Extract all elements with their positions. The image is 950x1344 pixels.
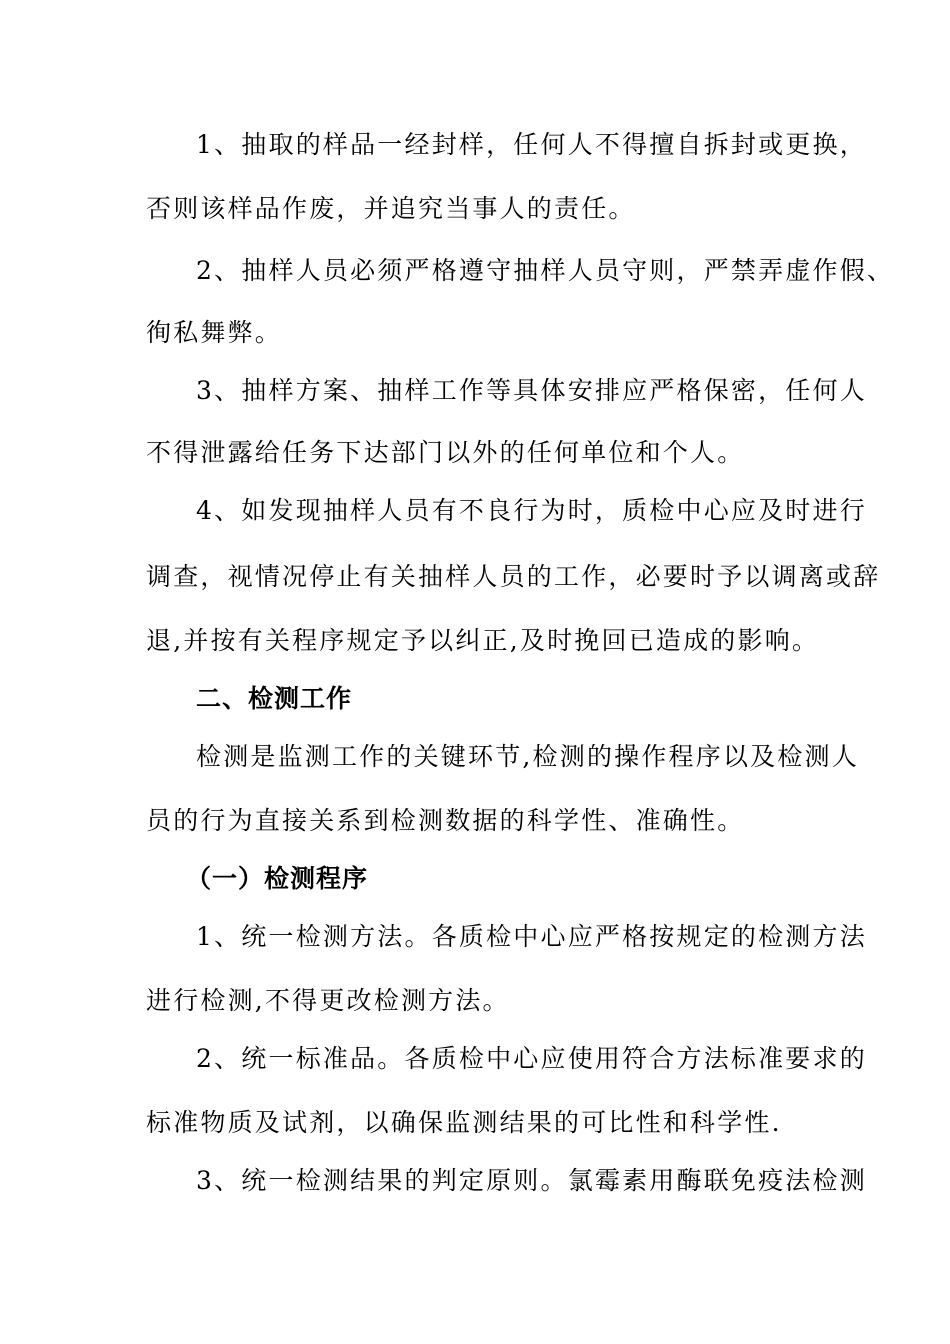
paragraph-8-line-1: 3、统一检测结果的判定原则。氯霉素用酶联免疫法检测 <box>196 1166 867 1195</box>
paragraph-1-line-1: 1、抽取的样品一经封样，任何人不得擅自拆封或更换， <box>196 130 867 159</box>
paragraph-5-line-1: 检测是监测工作的关键环节,检测的操作程序以及检测人 <box>196 742 859 771</box>
paragraph-3-line-1: 3、抽样方案、抽样工作等具体安排应严格保密，任何人 <box>196 376 867 405</box>
paragraph-4-line-1: 4、如发现抽样人员有不良行为时，质检中心应及时进行 <box>196 496 867 525</box>
subsection-heading: （一）检测程序 <box>186 864 369 893</box>
paragraph-5-line-2: 员的行为直接关系到检测数据的科学性、准确性。 <box>146 806 745 835</box>
paragraph-4-line-2: 调查，视情况停止有关抽样人员的工作，必要时予以调离或辞 <box>146 562 881 591</box>
paragraph-2-line-1: 2、抽样人员必须严格遵守抽样人员守则，严禁弄虚作假、 <box>196 256 895 285</box>
paragraph-6-line-1: 1、统一检测方法。各质检中心应严格按规定的检测方法 <box>196 922 867 951</box>
paragraph-7-line-2: 标准物质及试剂，以确保监测结果的可比性和科学性. <box>146 1108 782 1137</box>
paragraph-4-line-3: 退,并按有关程序规定予以纠正,及时挽回已造成的影响。 <box>146 626 820 655</box>
paragraph-2-line-2: 徇私舞弊。 <box>146 318 283 347</box>
section-heading: 二、检测工作 <box>196 684 353 713</box>
paragraph-6-line-2: 进行检测,不得更改检测方法。 <box>146 986 510 1015</box>
paragraph-3-line-2: 不得泄露给任务下达部门以外的任何单位和个人。 <box>146 438 745 467</box>
paragraph-7-line-1: 2、统一标准品。各质检中心应使用符合方法标准要求的 <box>196 1044 867 1073</box>
paragraph-1-line-2: 否则该样品作废，并追究当事人的责任。 <box>146 194 636 223</box>
